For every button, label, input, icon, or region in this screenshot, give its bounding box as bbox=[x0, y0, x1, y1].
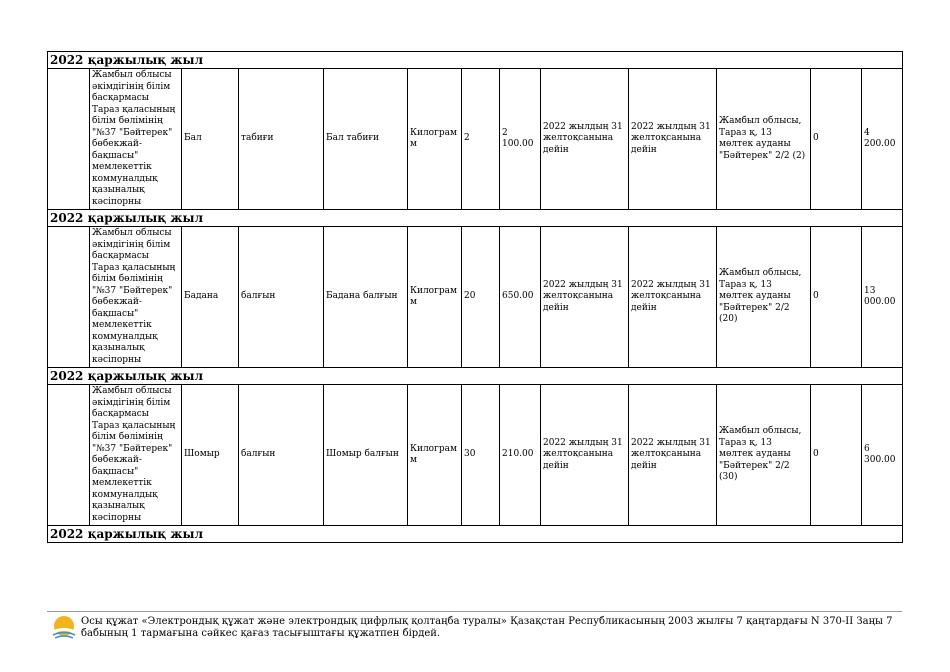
total-cell: 4 200.00 bbox=[862, 69, 903, 210]
footer-divider bbox=[47, 611, 902, 612]
year-row bbox=[48, 368, 903, 385]
quantity-cell: 20 bbox=[462, 227, 500, 368]
table-row bbox=[48, 385, 903, 526]
customer-cell: Жамбыл облысы әкімдігінің білім басқармасы Тараз қаласының білім бөлімінің "№37 "Бәйтерек" бөбекжай-бақшасы" мемлекеттік коммуналдық қазыналық кәсіпорны bbox=[90, 69, 182, 210]
year-row bbox=[48, 52, 903, 69]
table-row bbox=[48, 227, 903, 368]
term-start-cell: 2022 жылдың 31 желтоқсанына дейін bbox=[541, 69, 629, 210]
delivery-place-cell: Жамбыл облысы, Тараз қ, 13 мөлтек ауданы "Бәйтерек" 2/2 (2) bbox=[717, 69, 811, 210]
total-cell: 6 300.00 bbox=[862, 385, 903, 526]
delivery-place-cell: Жамбыл облысы, Тараз қ, 13 мөлтек ауданы "Бәйтерек" 2/2 (20) bbox=[717, 227, 811, 368]
year-label: 2022 қаржылық жыл bbox=[48, 526, 903, 543]
egov-sun-logo-icon bbox=[50, 614, 78, 640]
full-name-cell: Бадана балғын bbox=[324, 227, 408, 368]
year-label: 2022 қаржылық жыл bbox=[48, 368, 903, 385]
term-start-cell: 2022 жылдың 31 желтоқсанына дейін bbox=[541, 227, 629, 368]
quantity-cell: 2 bbox=[462, 69, 500, 210]
full-name-cell: Шомыр балғын bbox=[324, 385, 408, 526]
procurement-table bbox=[47, 51, 903, 543]
unit-cell: Килограмм bbox=[408, 69, 462, 210]
unit-cell: Килограмм bbox=[408, 227, 462, 368]
item-name-cell: Бадана bbox=[182, 227, 239, 368]
unit-cell: Килограмм bbox=[408, 385, 462, 526]
year-row bbox=[48, 210, 903, 227]
characteristic-cell: табиғи bbox=[239, 69, 324, 210]
empty-cell bbox=[48, 385, 90, 526]
advance-cell: 0 bbox=[811, 227, 862, 368]
quantity-cell: 30 bbox=[462, 385, 500, 526]
price-cell: 2 100.00 bbox=[500, 69, 541, 210]
year-label: 2022 қаржылық жыл bbox=[48, 210, 903, 227]
full-name-cell: Бал табиғи bbox=[324, 69, 408, 210]
term-end-cell: 2022 жылдың 31 желтоқсанына дейін bbox=[629, 227, 717, 368]
characteristic-cell: балғын bbox=[239, 385, 324, 526]
price-cell: 650.00 bbox=[500, 227, 541, 368]
term-end-cell: 2022 жылдың 31 желтоқсанына дейін bbox=[629, 385, 717, 526]
advance-cell: 0 bbox=[811, 69, 862, 210]
delivery-place-cell: Жамбыл облысы, Тараз қ, 13 мөлтек ауданы "Бәйтерек" 2/2 (30) bbox=[717, 385, 811, 526]
total-cell: 13 000.00 bbox=[862, 227, 903, 368]
customer-cell: Жамбыл облысы әкімдігінің білім басқармасы Тараз қаласының білім бөлімінің "№37 "Бәйтерек" бөбекжай-бақшасы" мемлекеттік коммуналдық қазыналық кәсіпорны bbox=[90, 227, 182, 368]
term-start-cell: 2022 жылдың 31 желтоқсанына дейін bbox=[541, 385, 629, 526]
price-cell: 210.00 bbox=[500, 385, 541, 526]
advance-cell: 0 bbox=[811, 385, 862, 526]
table-row bbox=[48, 69, 903, 210]
item-name-cell: Бал bbox=[182, 69, 239, 210]
empty-cell bbox=[48, 69, 90, 210]
year-row bbox=[48, 526, 903, 543]
characteristic-cell: балғын bbox=[239, 227, 324, 368]
term-end-cell: 2022 жылдың 31 желтоқсанына дейін bbox=[629, 69, 717, 210]
customer-cell: Жамбыл облысы әкімдігінің білім басқармасы Тараз қаласының білім бөлімінің "№37 "Бәйтерек" бөбекжай-бақшасы" мемлекеттік коммуналдық қазыналық кәсіпорны bbox=[90, 385, 182, 526]
footer-legal-notice: Осы құжат «Электрондық құжат және электрондық цифрлық қолтаңба туралы» Қазақстан Республикасының 2003 жылғы 7 қаңтардағы N 370-II Заңы 7 бабының 1 тармағына сәйкес қағаз тасығыштағы құжатпен бірдей. bbox=[81, 616, 893, 639]
year-label: 2022 қаржылық жыл bbox=[48, 52, 903, 69]
item-name-cell: Шомыр bbox=[182, 385, 239, 526]
empty-cell bbox=[48, 227, 90, 368]
